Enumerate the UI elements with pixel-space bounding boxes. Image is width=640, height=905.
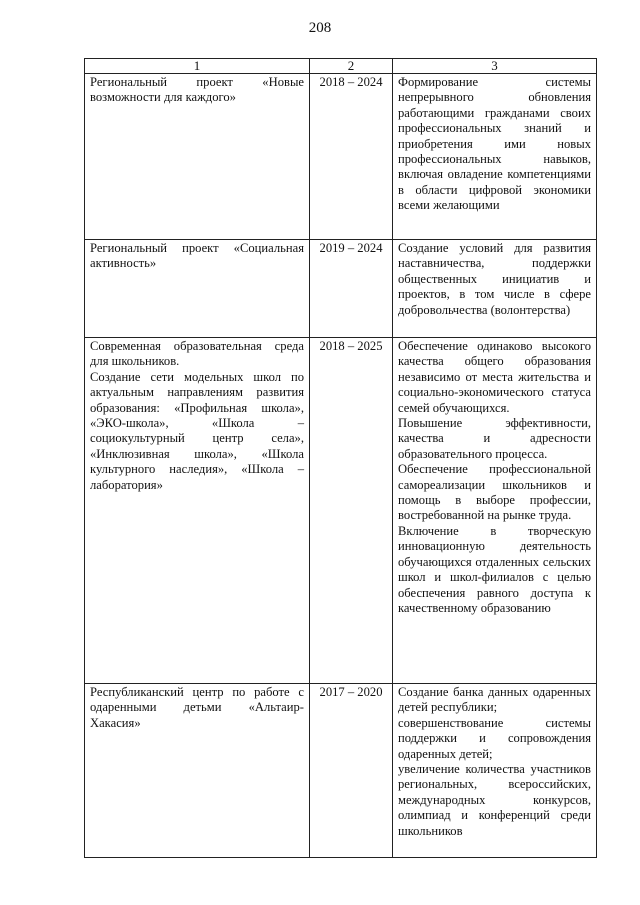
project-name: Региональный проект «Социальная активность» (90, 241, 304, 271)
description-cell (393, 338, 597, 684)
table-row (85, 240, 597, 338)
project-name: Региональный проект «Новые возможности для каждого» (90, 75, 304, 105)
description-paragraph: Обеспечение профессиональной самореализации школьников и помощь в выборе профессии, востребованной на рынке труда. (398, 462, 591, 523)
page-number: 208 (308, 20, 332, 36)
table-row (85, 74, 597, 240)
project-name-cell (85, 240, 310, 338)
description-cell (393, 684, 597, 858)
column-header-1: 1 (85, 59, 310, 74)
project-name-cell (85, 74, 310, 240)
description-paragraph: Формирование системы непрерывного обновления работающими гражданами своих профессиональных знаний и приобретения ими новых профессиональных навыков, включая овладение компетенциями в области цифровой экономики всеми желающими (398, 75, 591, 213)
column-header-3: 3 (393, 59, 597, 74)
description-paragraph: совершенствование системы поддержки и сопровождения одаренных детей; (398, 715, 591, 761)
project-name-cell (85, 338, 310, 684)
period-cell: 2017 – 2020 (310, 684, 393, 858)
table-row (85, 684, 597, 858)
period-cell: 2019 – 2024 (310, 240, 393, 338)
description-paragraph: Повышение эффективности, качества и адресности образовательного процесса. (398, 416, 591, 461)
description-paragraph: Создание банка данных одаренных детей республики; (398, 685, 591, 715)
description-paragraph: Включение в творческую инновационную деятельность обучающихся отдаленных сельских школ и школ-филиалов с целью обеспечения равного доступа к качественному образованию (398, 523, 591, 615)
project-name-detail: Создание сети модельных школ по актуальным направлениям развития образования: «Профильная школа», «ЭКО-школа», «Школа – социокультурный центр села», «Инклюзивная школа», «Школа культурного наследия», «Школа – лаборатория» (90, 369, 304, 492)
description-cell (393, 240, 597, 338)
project-name: Республиканский центр по работе с одаренными детьми «Альтаир-Хакасия» (90, 685, 304, 730)
description-paragraph: Создание условий для развития наставничества, поддержки общественных инициатив и проектов, в том числе в сфере добровольчества (волонтерства) (398, 241, 591, 317)
column-header-2: 2 (310, 59, 393, 74)
description-cell (393, 74, 597, 240)
table-header-row (85, 59, 597, 74)
description-paragraph: Обеспечение одинаково высокого качества общего образования независимо от места жительства и социально-экономического статуса семей обучающихся. (398, 339, 591, 415)
project-name: Современная образовательная среда для школьников. (90, 339, 304, 369)
period-cell: 2018 – 2024 (310, 74, 393, 240)
description-paragraph: увеличение количества участников региональных, всероссийских, международных конкурсов, олимпиад и конференций среди школьников (398, 762, 591, 838)
period-cell: 2018 – 2025 (310, 338, 393, 684)
table-row (85, 338, 597, 684)
program-table (84, 58, 597, 858)
project-name-cell (85, 684, 310, 858)
